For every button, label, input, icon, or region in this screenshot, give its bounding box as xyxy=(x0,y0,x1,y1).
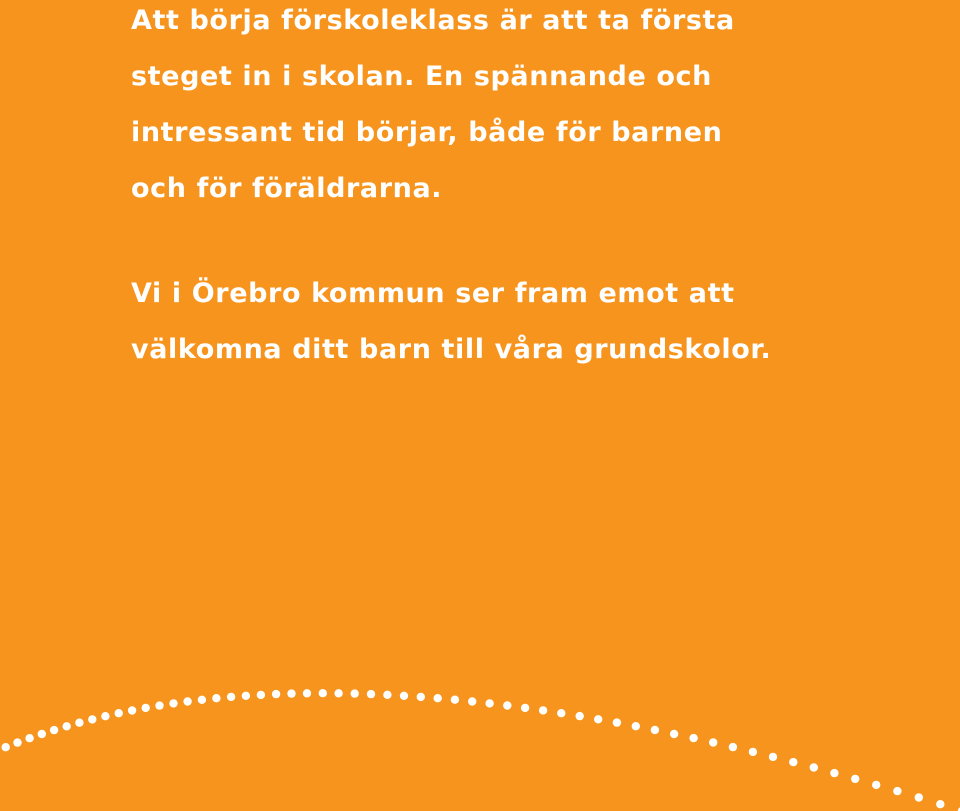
arc-dot xyxy=(594,715,602,723)
arc-dot xyxy=(851,775,859,783)
arc-dot xyxy=(872,781,880,789)
arc-dot xyxy=(400,692,408,700)
arc-dot xyxy=(451,696,459,704)
arc-dot xyxy=(88,715,96,723)
arc-dot xyxy=(169,699,177,707)
arc-dot xyxy=(303,689,311,697)
arc-dot xyxy=(893,787,901,795)
arc-dot xyxy=(810,763,818,771)
arc-dot xyxy=(50,726,58,734)
arc-dot xyxy=(749,748,757,756)
intro-line: steget in i skolan. En spännande och xyxy=(131,61,712,92)
welcome-line: välkomna ditt barn till våra grundskolor. xyxy=(131,334,772,365)
arc-dot xyxy=(789,758,797,766)
arc-dot xyxy=(128,706,136,714)
arc-dot xyxy=(709,738,717,746)
arc-dot xyxy=(242,692,250,700)
arc-dot xyxy=(830,769,838,777)
arc-dot xyxy=(101,712,109,720)
arc-dot xyxy=(670,730,678,738)
intro-line: intressant tid börjar, både för barnen xyxy=(131,117,723,148)
arc-dot xyxy=(334,689,342,697)
arc-dot xyxy=(485,699,493,707)
arc-dot xyxy=(689,734,697,742)
arc-dot xyxy=(434,694,442,702)
arc-dot xyxy=(915,793,923,801)
arc-dot xyxy=(75,719,83,727)
arc-dot xyxy=(62,722,70,730)
arc-dot xyxy=(351,689,359,697)
arc-dot xyxy=(632,722,640,730)
arc-dot xyxy=(38,730,46,738)
arc-dot xyxy=(257,691,265,699)
arc-dot xyxy=(539,706,547,714)
arc-dot xyxy=(936,800,944,808)
arc-dot xyxy=(729,743,737,751)
arc-dot xyxy=(212,694,220,702)
arc-dot xyxy=(25,734,33,742)
arc-dot xyxy=(319,689,327,697)
arc-dot xyxy=(651,726,659,734)
arc-dot xyxy=(2,743,10,751)
intro-line: Att börja förskoleklass är att ta första xyxy=(131,5,735,36)
arc-dot xyxy=(503,701,511,709)
arc-dot xyxy=(576,712,584,720)
arc-dot xyxy=(383,691,391,699)
arc-dot xyxy=(367,690,375,698)
arc-dot xyxy=(142,704,150,712)
arc-dot xyxy=(557,709,565,717)
arc-dot xyxy=(417,693,425,701)
welcome-line: Vi i Örebro kommun ser fram emot att xyxy=(131,278,735,309)
arc-dot xyxy=(13,738,21,746)
arc-dot xyxy=(521,704,529,712)
arc-dot xyxy=(115,709,123,717)
arc-dot xyxy=(613,718,621,726)
arc-dot xyxy=(183,697,191,705)
intro-line: och för föräldrarna. xyxy=(131,173,443,204)
arc-dot xyxy=(198,696,206,704)
arc-dot xyxy=(272,690,280,698)
arc-dot xyxy=(227,693,235,701)
arc-dot xyxy=(769,753,777,761)
arc-dot xyxy=(287,689,295,697)
arc-dot xyxy=(468,697,476,705)
arc-dot xyxy=(155,701,163,709)
